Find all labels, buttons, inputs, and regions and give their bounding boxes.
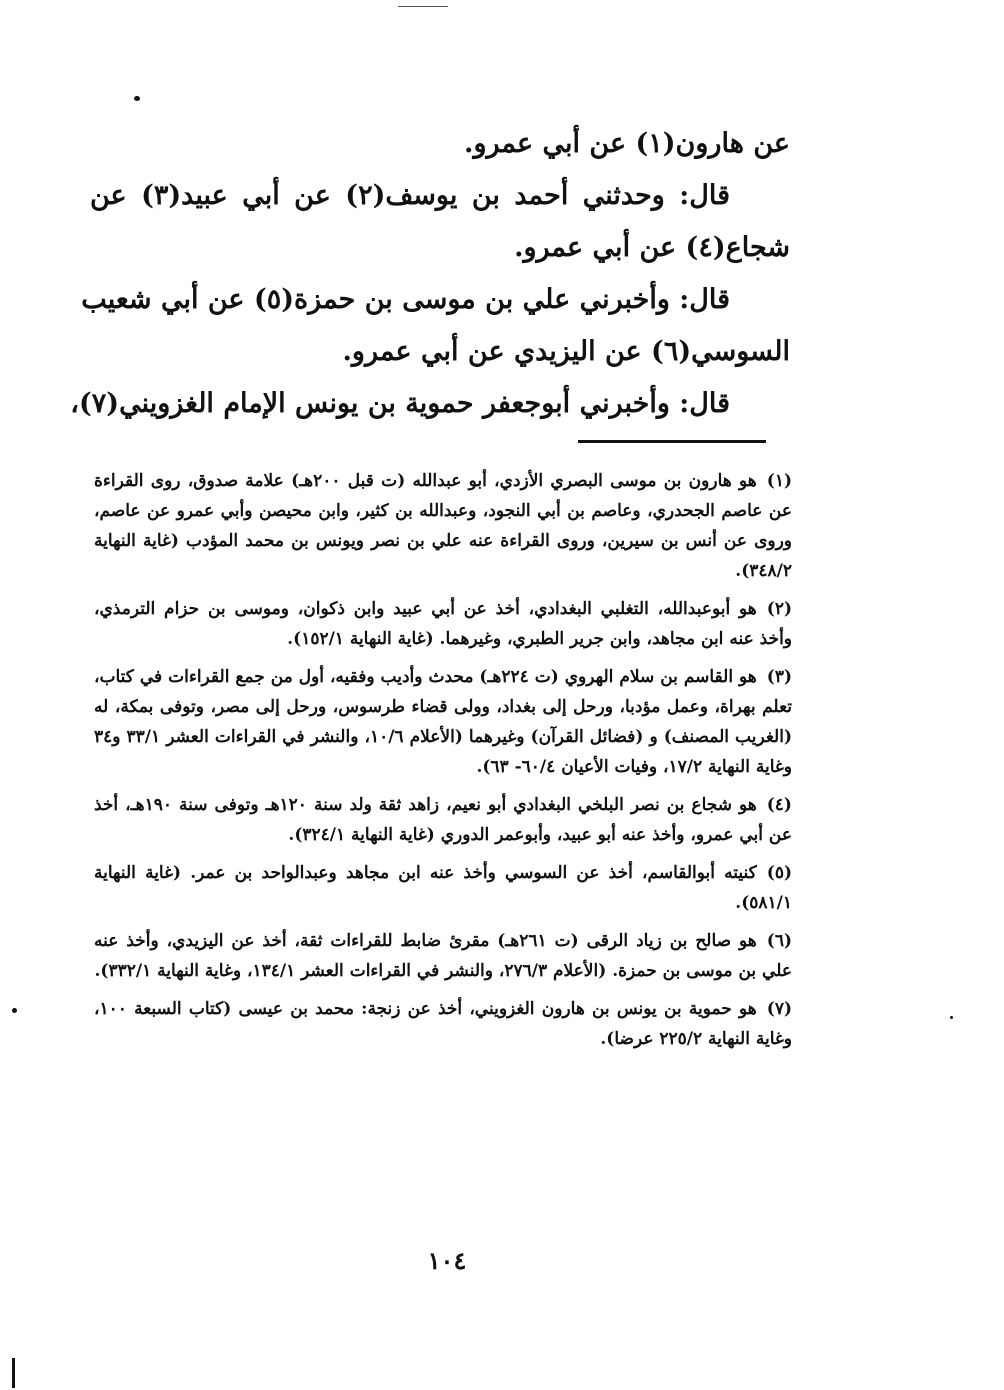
top-rule <box>398 6 448 7</box>
speck <box>134 96 140 101</box>
main-text <box>70 118 790 430</box>
footnote-number: (٥) <box>766 863 792 883</box>
footnote-text: كنيته أبوالقاسم، أخذ عن السوسي وأخذ عنه ابن مجاهد وعبدالواحد بن عمر. (غاية النهاية ٥٨١/١). <box>94 863 792 913</box>
footnote <box>94 662 792 782</box>
footnote-number: (٣) <box>766 667 792 687</box>
footnote <box>94 926 792 986</box>
footnote-text: هو صالح بن زياد الرقى (ت ٢٦١هـ) مقرئ ضابط للقراءات ثقة، أخذ عن اليزيدي، وأخذ عنه علي بن موسى بن حمزة. (الأعلام ٢٧٦/٣، والنشر في القراءات العشر ١٣٤/١، وغاية النهاية ٣٣٢/١). <box>94 931 792 981</box>
edge-mark <box>12 1358 15 1388</box>
footnote-number: (٧) <box>766 999 792 1019</box>
footnote-number: (٤) <box>766 795 792 815</box>
footnote <box>94 858 792 918</box>
footnote-text: هو أبوعبدالله، التغلبي البغدادي، أخذ عن أبي عبيد وابن ذكوان، وموسى بن حزام الترمذي، وأخذ عنه ابن مجاهد، وابن جرير الطبري، وغيرهما. (غاية النهاية ١٥٢/١). <box>94 599 792 649</box>
footnote-separator <box>578 440 766 443</box>
main-line: السوسي(٦) عن اليزيدي عن أبي عمرو. <box>342 336 790 367</box>
footnote-number: (١) <box>766 471 792 491</box>
speck <box>950 1016 953 1019</box>
footnote-text: هو القاسم بن سلام الهروي (ت ٢٢٤هـ) محدث وأديب وفقيه، أول من جمع القراءات في كتاب، تعلم بهراة، وعمل مؤدبا، ورحل إلى بغداد، وولى قضاء طرسوس، ورحل إلى مصر، وتوفى بمكة، له (الغريب المصنف) و (فضائل القرآن) وغيرهما (الأعلام ١٠/٦، والنشر في القراءات العشر ٣٣/١ و٣٤ وغاية النهاية ١٧/٢، وفيات الأعيان ٦٠/٤- ٦٣). <box>94 667 792 777</box>
footnote-number: (٢) <box>766 599 792 619</box>
footnote-text: هو هارون بن موسى البصري الأزدي، أبو عبدالله (ت قبل ٢٠٠هـ) علامة صدوق، روى القراءة عن عاصم الجحدري، وعاصم بن أبي النجود، وعبدالله بن كثير، وابن محيصن وأبي عمرو عن عاصم، وروى عن أنس بن سيرين، وروى القراءة عنه علي بن نصر ويونس بن محمد المؤدب (غاية النهاية ٣٤٨/٢). <box>94 471 792 581</box>
footnotes <box>94 466 792 1062</box>
main-line: قال: وأخبرني أبوجعفر حموية بن يونس الإمام الغزويني(٧)، <box>70 388 730 419</box>
main-line: شجاع(٤) عن أبي عمرو. <box>514 232 790 263</box>
footnote-text: هو حموية بن يونس بن هارون الغزويني، أخذ عن زنجة: محمد بن عيسى (كتاب السبعة ١٠٠، وغاية النهاية ٢٢٥/٢ عرضا). <box>94 999 792 1049</box>
footnote <box>94 466 792 586</box>
main-line: قال: وأخبرني علي بن موسى بن حمزة(٥) عن أبي شعيب <box>81 284 730 315</box>
footnote-text: هو شجاع بن نصر البلخي البغدادي أبو نعيم، زاهد ثقة ولد سنة ١٢٠هـ وتوفى سنة ١٩٠هـ، أخذ عن أبي عمرو، وأخذ عنه أبو عبيد، وأبوعمر الدوري (غاية النهاية ٣٢٤/١). <box>94 795 792 845</box>
footnote <box>94 790 792 850</box>
footnote <box>94 594 792 654</box>
speck <box>12 1008 17 1013</box>
main-line: قال: وحدثني أحمد بن يوسف(٢) عن أبي عبيد(٣) عن <box>90 180 730 211</box>
footnote <box>94 994 792 1054</box>
page-number: ١٠٤ <box>427 1246 467 1275</box>
main-line: عن هارون(١) عن أبي عمرو. <box>464 128 790 159</box>
footnote-number: (٦) <box>766 931 792 951</box>
